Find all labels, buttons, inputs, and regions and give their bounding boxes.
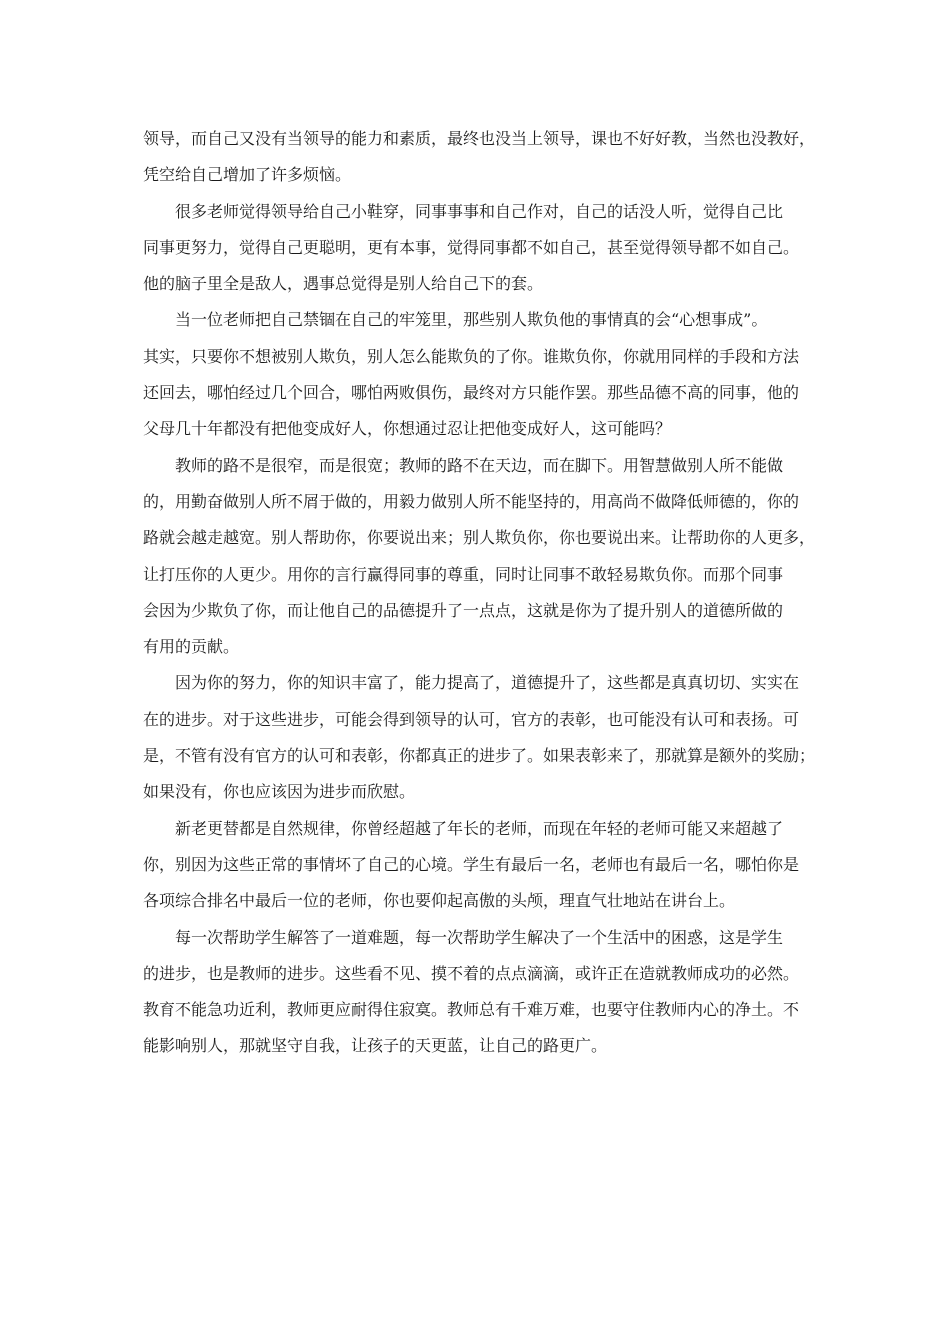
paragraph-real-progress — [143, 665, 815, 810]
paragraph-line: 领导，而自己又没有当领导的能力和素质，最终也没当上领导，课也不好好教，当然也没教好， — [143, 129, 816, 148]
paragraph-line: 的，用勤奋做别人所不屑于做的，用毅力做别人所不能坚持的，用高尚不做降低师德的，你的 — [143, 491, 800, 511]
paragraph-line: 如果没有，你也应该因为进步而欣慰。 — [143, 782, 416, 802]
paragraph-line: 教师的路不是很窄，而是很宽；教师的路不在天边，而在脚下。用智慧做别人所不能做 — [175, 455, 784, 475]
paragraph-line: 能影响别人，那就坚守自我，让孩子的天更蓝，让自己的路更广。 — [143, 1036, 608, 1056]
paragraph-line: 当一位老师把自己禁锢在自己的牢笼里，那些别人欺负他的事情真的会“心想事成”。 — [175, 310, 768, 330]
paragraph-helping-students — [143, 920, 815, 1065]
paragraph-line: 教育不能急功近利，教师更应耐得住寂寞。教师总有千难万难，也要守住教师内心的净土。不 — [143, 1000, 800, 1020]
paragraph-line: 你，别因为这些正常的事情坏了自己的心境。学生有最后一名，老师也有最后一名，哪怕你是 — [143, 854, 800, 874]
paragraph-line: 新老更替都是自然规律，你曾经超越了年长的老师，而现在年轻的老师可能又来超越了 — [175, 818, 784, 838]
paragraph-colleague-conflict — [143, 194, 815, 303]
paragraph-line: 因为你的努力，你的知识丰富了，能力提高了，道德提升了，这些都是真真切切、实实在 — [175, 673, 800, 693]
paragraph-line: 凭空给自己增加了许多烦恼。 — [143, 165, 352, 185]
paragraph-line: 同事更努力，觉得自己更聪明，更有本事，觉得同事都不如自己，甚至觉得领导都不如自己。 — [143, 237, 800, 257]
paragraph-line: 很多老师觉得领导给自己小鞋穿，同事事事和自己作对，自己的话没人听，觉得自己比 — [175, 201, 784, 221]
paragraph-line: 路就会越走越宽。别人帮助你，你要说出来；别人欺负你，你也要说出来。让帮助你的人更多， — [143, 528, 816, 548]
paragraph-teacher-path — [143, 448, 815, 666]
paragraph-line: 每一次帮助学生解答了一道难题，每一次帮助学生解决了一个生活中的困惑，这是学生 — [175, 927, 784, 947]
paragraph-line: 的进步，也是教师的进步。这些看不见、摸不着的点点滴滴，或许正在造就教师成功的必然。 — [143, 963, 800, 983]
paragraph-line: 父母几十年都没有把他变成好人，你想通过忍让把他变成好人，这可能吗？ — [143, 419, 672, 439]
paragraph-line: 会因为少欺负了你，而让他自己的品德提升了一点点，这就是你为了提升别人的道德所做的 — [143, 600, 784, 620]
paragraph-self-cage — [143, 302, 815, 447]
paragraph-line: 他的脑子里全是敌人，遇事总觉得是别人给自己下的套。 — [143, 274, 544, 294]
paragraph-continuation — [143, 121, 815, 194]
paragraph-line: 有用的贡献。 — [143, 637, 240, 657]
document-body — [143, 121, 815, 1065]
paragraph-line: 还回去，哪怕经过几个回合，哪怕两败俱伤，最终对方只能作罢。那些品德不高的同事，他的 — [143, 383, 800, 403]
paragraph-line: 在的进步。对于这些进步，可能会得到领导的认可，官方的表彰，也可能没有认可和表扬。可 — [143, 709, 800, 729]
paragraph-natural-succession — [143, 811, 815, 920]
paragraph-line: 各项综合排名中最后一位的老师，你也要仰起高傲的头颅，理直气壮地站在讲台上。 — [143, 891, 736, 911]
paragraph-line: 是，不管有没有官方的认可和表彰，你都真正的进步了。如果表彰来了，那就算是额外的奖励； — [143, 746, 816, 766]
paragraph-line: 其实，只要你不想被别人欺负，别人怎么能欺负的了你。谁欺负你，你就用同样的手段和方法 — [143, 346, 800, 366]
paragraph-line: 让打压你的人更少。用你的言行赢得同事的尊重，同时让同事不敢轻易欺负你。而那个同事 — [143, 564, 784, 584]
